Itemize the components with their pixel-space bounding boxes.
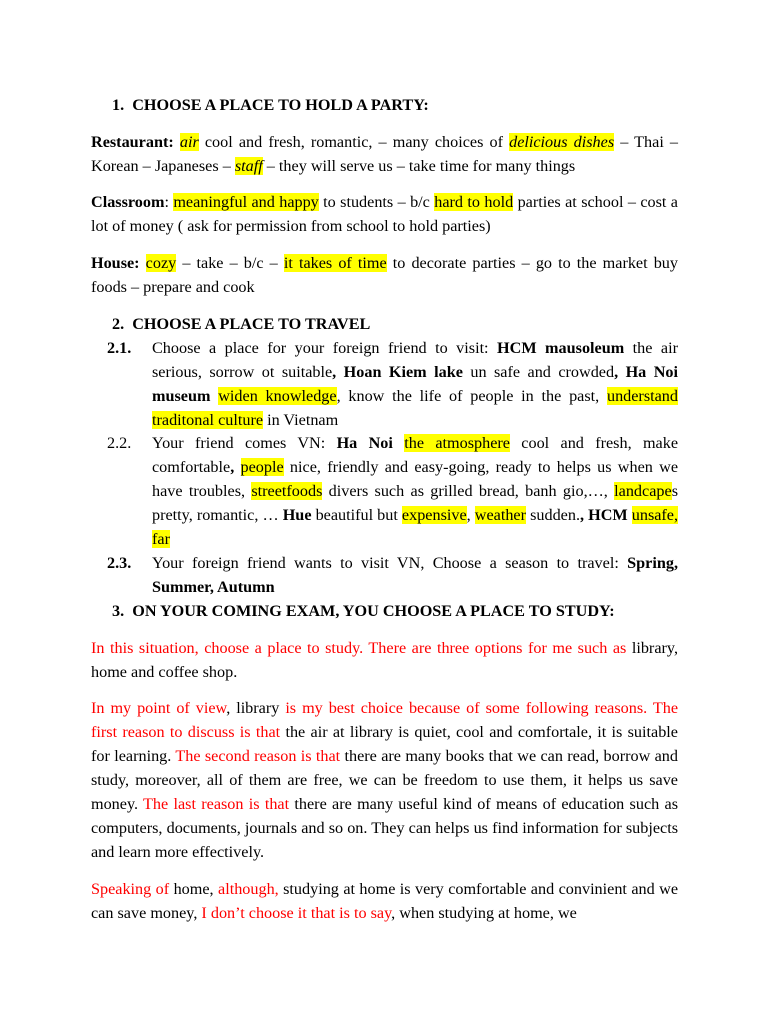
i2-hcm: , HCM (580, 506, 628, 524)
p2-text-4: there are many useful kind of means of education such as computers, documents, journals and so on. They can helps us find information for subjects and learn more effectively. (91, 795, 678, 861)
hl-cozy: cozy (145, 254, 177, 272)
p2-red-3: The second reason is that (175, 747, 341, 765)
restaurant-text-2: – Thai – Korean – Japaneses – (91, 133, 679, 175)
p3-text-2: studying at home is very comfortable and convinient and we can save money, (91, 880, 679, 922)
p2-text-1: , library (226, 699, 286, 717)
i1-text-2: un safe and crowded (462, 363, 615, 381)
p3-red-1: Speaking of (91, 880, 174, 898)
p3-red-2: although, (218, 880, 279, 898)
i2-text-6: , (466, 506, 475, 524)
restaurant-text-3: – they will serve us – take time for many things (262, 157, 576, 175)
hl-meaningful: meaningful and happy (173, 193, 319, 211)
house-text-1: – take – b/c – (176, 254, 284, 272)
p2-red-1: In my point of view (91, 699, 227, 717)
hl-unsafe-far: unsafe, far (152, 506, 679, 548)
hl-hard-to-hold: hard to hold (434, 193, 514, 211)
classroom-text-2: parties at school – cost a lot of money ( ask for permission from school to hold parties) (91, 193, 678, 235)
i2-ha-noi: Ha Noi (336, 434, 393, 452)
section-2-title: CHOOSE A PLACE TO TRAVEL (132, 315, 371, 333)
i2-text-0: Your friend comes VN: (152, 434, 337, 452)
restaurant-paragraph (91, 130, 678, 178)
section-2-heading (112, 312, 699, 336)
item-2-3-text (152, 551, 678, 599)
section-3-heading (112, 599, 699, 623)
i2-text-2: nice, friendly and easy-going, ready to helps us when we have troubles, (152, 458, 679, 500)
hl-expensive: expensive (401, 506, 467, 524)
p3-red-3: I don’t choose it that is to say (201, 904, 392, 922)
p2-text-2: the air at library is quiet, cool and comfortale, it is suitable for learning. (91, 723, 678, 765)
i3-text-0: Your foreign friend wants to visit VN, Choose a season to travel: (152, 554, 628, 572)
hl-widen-knowledge: widen knowledge (218, 387, 337, 405)
house-text-2: to decorate parties – go to the market buy foods – prepare and cook (91, 254, 678, 296)
p3-text-3: , when studying at home, we (391, 904, 577, 922)
p1-red-1: In this situation, choose a place to study. There are three options for me such as (91, 639, 632, 657)
section-3-title: ON YOUR COMING EXAM, YOU CHOOSE A PLACE TO STUDY: (132, 602, 615, 620)
p2-red-2: is my best choice because of some following reasons. The first reason to discuss is that (91, 699, 679, 741)
p2-red-4: The last reason is that (143, 795, 290, 813)
house-label: House: (91, 254, 140, 272)
i3-seasons: Spring, Summer, Autumn (152, 554, 678, 596)
i2-hue: Hue (282, 506, 312, 524)
hl-atmosphere: the atmosphere (404, 434, 510, 452)
essay-paragraph-1 (91, 636, 678, 684)
essay-paragraph-2 (91, 696, 678, 864)
i1-text-4: in Vietnam (263, 411, 339, 429)
classroom-text-1: to students – b/c (318, 193, 435, 211)
i2-text-7: sudden. (526, 506, 580, 524)
hl-streetfoods: streetfoods (251, 482, 323, 500)
essay-paragraph-3 (91, 877, 678, 925)
hl-takes-time: it takes of time (283, 254, 387, 272)
restaurant-label: Restaurant: (91, 133, 174, 151)
i2-text-5: beautiful but (311, 506, 402, 524)
item-2-1-number: 2.1. (107, 339, 132, 357)
hl-understand-culture: understand traditonal culture (152, 387, 678, 429)
item-2-3-number: 2.3. (107, 554, 132, 572)
i2-text-4: s pretty, romantic, … (152, 482, 678, 524)
item-2-1-text (152, 336, 678, 432)
section-1-title: CHOOSE A PLACE TO HOLD A PARTY: (132, 96, 429, 114)
classroom-label: Classroom (91, 193, 165, 211)
hl-landcape: landcape (614, 482, 672, 500)
i1-hcm-mausoleum: HCM mausoleum (497, 339, 625, 357)
hl-air: air (179, 133, 199, 151)
i2-text-3: divers such as grilled bread, banh gio,…, (322, 482, 615, 500)
i1-text-0: Choose a place for your foreign friend to visit: (152, 339, 498, 357)
i1-ha-noi-museum: , Ha Noi museum (152, 363, 678, 405)
i1-text-1: the air serious, sorrow ot suitable (152, 339, 678, 381)
classroom-text-0: : (164, 193, 174, 211)
i1-text-3: , know the life of people in the past, (336, 387, 607, 405)
p3-text-1: home, (173, 880, 219, 898)
item-2-2-text (152, 431, 678, 551)
hl-delicious-dishes: delicious dishes (509, 133, 615, 151)
hl-staff: staff (234, 157, 263, 175)
i2-text-1: cool and fresh, make comfortable (152, 434, 679, 476)
house-paragraph (91, 251, 678, 299)
classroom-paragraph (91, 190, 678, 238)
p1-text-1: library, home and coffee shop. (91, 639, 678, 681)
section-1-number: 1. (112, 96, 125, 114)
section-3-number: 3. (112, 602, 125, 620)
p2-text-3: there are many books that we can read, borrow and study, moreover, all of them are free, we can be freedom to use them, it helps us save money. (91, 747, 678, 813)
hl-people: people (240, 458, 284, 476)
section-1-heading (112, 93, 699, 117)
item-2-2-number: 2.2. (107, 434, 132, 452)
hl-weather: weather (474, 506, 527, 524)
i1-hoan-kiem: , Hoan Kiem lake (332, 363, 463, 381)
section-2-number: 2. (112, 315, 125, 333)
restaurant-text-1: cool and fresh, romantic, – many choices of (198, 133, 510, 151)
i2-comma: , (230, 458, 235, 476)
